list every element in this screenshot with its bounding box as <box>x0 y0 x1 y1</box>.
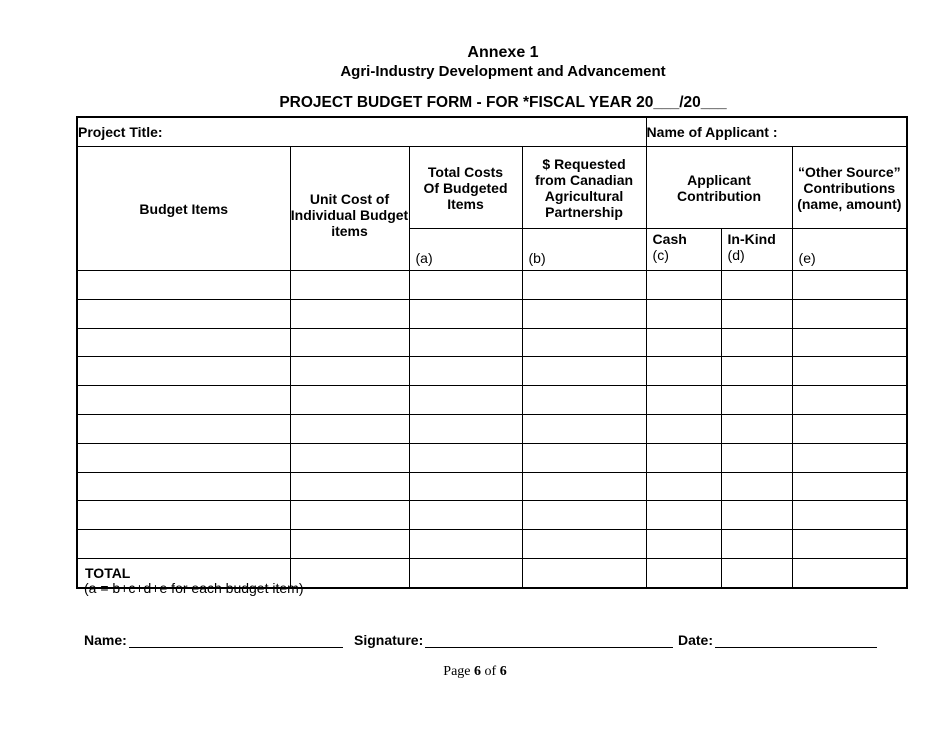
table-row[interactable] <box>77 443 907 472</box>
inkind-subheader <box>721 229 792 271</box>
table-row[interactable] <box>77 328 907 357</box>
col-other-source: “Other Source” Contributions (name, amount) <box>792 147 907 229</box>
letter-a: (a) <box>409 229 522 271</box>
page-current: 6 <box>474 664 482 679</box>
signature-label: Signature: <box>354 632 424 648</box>
letter-c: (c) <box>652 247 669 263</box>
col-requested: $ Requested from Canadian Agricultural Partnership <box>522 147 646 229</box>
form-title: PROJECT BUDGET FORM - FOR *FISCAL YEAR 20___/20___ <box>279 94 727 111</box>
date-line[interactable] <box>715 633 877 648</box>
project-title-label: Project Title: <box>78 124 163 140</box>
col-budget-items: Budget Items <box>77 147 290 271</box>
cash-subheader <box>646 229 721 271</box>
col-unit-cost: Unit Cost of Individual Budget items <box>290 147 409 271</box>
applicant-name-cell[interactable] <box>646 117 907 147</box>
page-total: 6 <box>499 664 507 679</box>
program-heading: Agri-Industry Development and Advancement <box>340 63 666 80</box>
col-total-costs: Total Costs Of Budgeted Items <box>409 147 522 229</box>
formula-note: (a = b+c+d+e for each budget item) <box>84 580 304 596</box>
sub-cash-label: Cash <box>652 231 687 247</box>
letter-d: (d) <box>727 247 745 263</box>
table-row[interactable] <box>77 530 907 559</box>
page-number <box>0 664 950 680</box>
table-row[interactable] <box>77 472 907 501</box>
signature-line[interactable] <box>425 633 673 648</box>
name-field[interactable] <box>84 632 343 648</box>
name-label: Name: <box>84 632 127 648</box>
project-title-cell[interactable] <box>77 117 646 147</box>
table-row[interactable] <box>77 271 907 300</box>
total-label: TOTAL <box>77 558 290 588</box>
letter-b: (b) <box>522 229 646 271</box>
table-row[interactable] <box>77 386 907 415</box>
sub-inkind-label: In-Kind <box>727 231 776 247</box>
table-row[interactable] <box>77 501 907 530</box>
budget-table <box>76 116 908 589</box>
table-row[interactable] <box>77 357 907 386</box>
applicant-name-label: Name of Applicant : <box>646 124 778 140</box>
title-row <box>77 117 907 147</box>
page-of: of <box>484 664 497 679</box>
column-header-row <box>77 147 907 229</box>
table-row[interactable] <box>77 299 907 328</box>
table-row[interactable] <box>77 414 907 443</box>
date-field[interactable] <box>678 632 877 648</box>
name-line[interactable] <box>129 633 343 648</box>
letter-e: (e) <box>792 229 907 271</box>
date-label: Date: <box>678 632 714 648</box>
page-prefix: Page <box>443 664 471 679</box>
signature-field[interactable] <box>354 632 673 648</box>
col-applicant-contribution: Applicant Contribution <box>646 147 792 229</box>
annexe-heading: Annexe 1 <box>467 44 539 61</box>
